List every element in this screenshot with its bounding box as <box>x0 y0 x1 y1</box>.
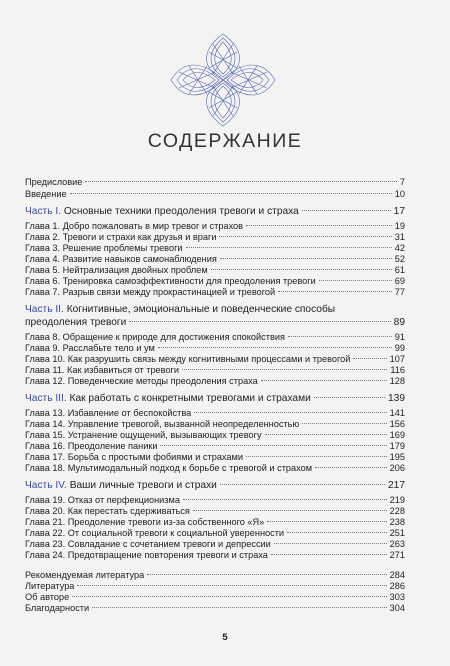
toc-part-heading[interactable]: Часть I. Основные техники преодоления тревоги и страха 17 <box>25 206 405 217</box>
toc-entry[interactable]: Литература 286 <box>25 581 405 591</box>
page-title: СОДЕРЖАНИЕ <box>147 130 303 152</box>
toc-entry[interactable]: Глава 22. От социальной тревоги к социальной уверенности 251 <box>25 528 405 538</box>
toc-entry[interactable]: Глава 10. Как разрушить связь между когнитивными процессами и тревогой 107 <box>25 354 405 364</box>
toc-entry[interactable]: Введение 10 <box>25 189 405 199</box>
toc-entry[interactable]: Глава 2. Тревоги и страхи как друзья и враги 31 <box>25 232 405 242</box>
toc-entry[interactable]: Глава 24. Предотвращение повторения тревоги и страха 271 <box>25 550 405 560</box>
toc-part-heading[interactable]: Часть II. Когнитивные, эмоциональные и поведенческие способы <box>25 304 336 315</box>
toc-entry[interactable]: Глава 5. Нейтрализация двойных проблем 61 <box>25 265 405 275</box>
toc-entry[interactable]: Глава 6. Тренировка самоэффективности для преодоления тревоги 69 <box>25 276 405 286</box>
toc-entry[interactable]: Глава 17. Борьба с простыми фобиями и страхами 195 <box>25 452 405 462</box>
toc-entry[interactable]: Глава 1. Добро пожаловать в мир тревог и страхов 19 <box>25 221 405 231</box>
toc-entry[interactable]: Об авторе 303 <box>25 592 405 602</box>
toc-entry[interactable]: Глава 3. Решение проблемы тревоги 42 <box>25 243 405 253</box>
toc-entry[interactable]: Глава 13. Избавление от беспокойства 141 <box>25 408 405 418</box>
toc-entry[interactable]: Благодарности 304 <box>25 603 405 613</box>
toc-entry[interactable]: Глава 9. Расслабьте тело и ум 99 <box>25 343 405 353</box>
toc-entry[interactable]: Глава 16. Преодоление паники 179 <box>25 441 405 451</box>
page-number: 5 <box>222 632 228 643</box>
toc-entry[interactable]: Глава 4. Развитие навыков самонаблюдения 52 <box>25 254 405 264</box>
toc-entry[interactable]: Глава 12. Поведенческие методы преодоления страха 128 <box>25 376 405 386</box>
toc-entry[interactable]: Глава 21. Преодоление тревоги из-за собственного «Я» 238 <box>25 517 405 527</box>
toc-entry[interactable]: Глава 7. Разрыв связи между прокрастинацией и тревогой 77 <box>25 287 405 297</box>
toc-entry[interactable]: Глава 14. Управление тревогой, вызванной неопределенностью 156 <box>25 419 405 429</box>
four-petal-lattice-ornament-icon <box>157 30 289 130</box>
toc-entry[interactable]: Глава 23. Совладание с сочетанием тревоги и депрессии 263 <box>25 539 405 549</box>
toc-part-heading[interactable]: Часть III. Как работать с конкретными тревогами и страхами 139 <box>25 393 405 404</box>
toc-entry[interactable]: Глава 15. Устранение ощущений, вызывающих тревогу 169 <box>25 430 405 440</box>
toc-part-heading-line2[interactable]: преодоления тревоги 89 <box>25 317 405 328</box>
toc-entry[interactable]: Рекомендуемая литература 284 <box>25 570 405 580</box>
toc-part-heading[interactable]: Часть IV. Ваши личные тревоги и страхи 217 <box>25 480 405 491</box>
toc-entry[interactable]: Глава 20. Как перестать сдерживаться 228 <box>25 506 405 516</box>
toc-entry[interactable]: Глава 8. Обращение к природе для достижения спокойствия 91 <box>25 332 405 342</box>
toc-entry[interactable]: Глава 11. Как избавиться от тревоги 116 <box>25 365 405 375</box>
toc-entry[interactable]: Глава 19. Отказ от перфекционизма 219 <box>25 495 405 505</box>
toc-entry[interactable]: Глава 18. Мультимодальный подход к борьбе с тревогой и страхом 206 <box>25 463 405 473</box>
toc-entry[interactable]: Предисловие 7 <box>25 177 405 187</box>
